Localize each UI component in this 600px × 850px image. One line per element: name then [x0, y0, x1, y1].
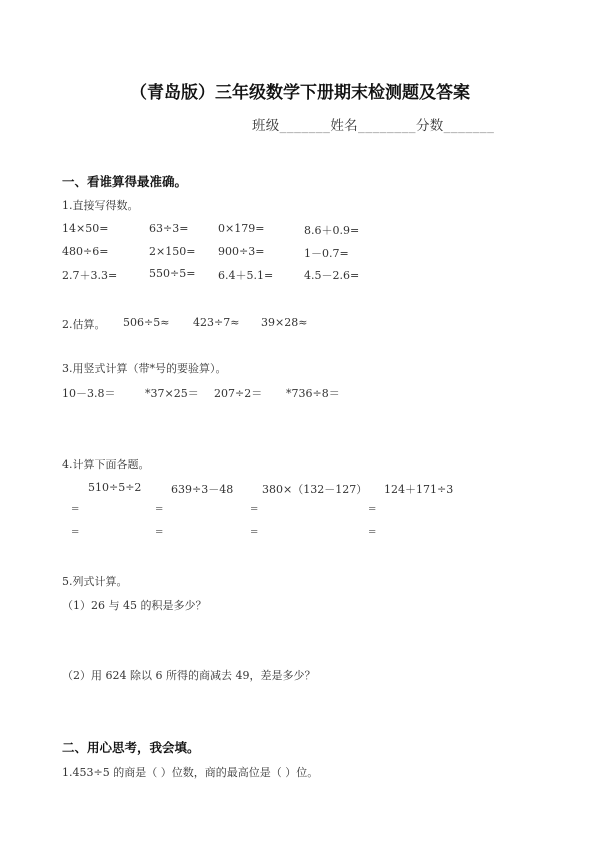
q3-item: *37×25＝: [145, 387, 199, 400]
q2-item: 423÷7≈: [193, 316, 240, 329]
student-info-line: [252, 114, 494, 134]
equals-sign: =: [250, 504, 259, 515]
equals-sign: =: [250, 527, 259, 538]
q1-item: 2×150=: [149, 245, 196, 258]
q4-item: 510÷5÷2: [88, 481, 142, 494]
q1-item: 2.7＋3.3=: [62, 269, 118, 282]
q1-item: 480÷6=: [62, 245, 109, 258]
q5-sub2: （2）用 624 除以 6 所得的商减去 49，差是多少？: [62, 669, 316, 682]
q1-item: 4.5－2.6=: [304, 269, 360, 282]
document-title: （青岛版）三年级数学下册期末检测题及答案: [130, 83, 470, 103]
q4-label: 4.计算下面各题。: [62, 458, 150, 471]
q4-item: 639÷3－48: [171, 483, 234, 496]
name-blank: ________: [357, 118, 416, 134]
s2-q1: 1.453÷5 的商是（ ）位数，商的最高位是（ ）位。: [62, 766, 319, 779]
equals-sign: =: [71, 527, 80, 538]
q5-label: 5.列式计算。: [62, 575, 128, 588]
q1-item: 0×179=: [218, 222, 265, 235]
class-label: 班级: [252, 118, 280, 134]
equals-sign: =: [155, 527, 164, 538]
q1-item: 8.6＋0.9=: [304, 224, 360, 237]
name-label: 姓名: [330, 118, 358, 134]
q1-item: 63÷3=: [149, 222, 189, 235]
q1-item: 14×50=: [62, 222, 109, 235]
equals-sign: =: [155, 504, 164, 515]
q3-label: 3.用竖式计算（带*号的要验算）。: [62, 362, 227, 375]
q3-item: *736÷8＝: [286, 387, 340, 400]
q4-item: 380×（132－127）: [262, 483, 368, 496]
q2-label: 2.估算。: [62, 318, 106, 331]
score-blank: _______: [443, 118, 495, 134]
q1-item: 1－0.7=: [304, 247, 349, 260]
q3-item: 10－3.8＝: [62, 387, 116, 400]
q2-item: 506÷5≈: [123, 316, 170, 329]
q4-item: 124＋171÷3: [384, 483, 454, 496]
q3-item: 207÷2＝: [214, 387, 263, 400]
equals-sign: =: [368, 527, 377, 538]
q1-item: 6.4＋5.1=: [218, 269, 274, 282]
score-label: 分数: [415, 118, 444, 134]
q5-sub1: （1）26 与 45 的积是多少？: [62, 599, 207, 612]
class-blank: _______: [279, 118, 331, 134]
q1-label: 1.直接写得数。: [62, 199, 139, 212]
equals-sign: =: [71, 504, 80, 515]
equals-sign: =: [368, 504, 377, 515]
q1-item: 550÷5=: [149, 267, 196, 280]
q2-item: 39×28≈: [261, 316, 308, 329]
q1-item: 900÷3=: [218, 245, 265, 258]
section-1-heading: 一、看谁算得最准确。: [62, 174, 188, 189]
section-2-heading: 二、用心思考，我会填。: [62, 740, 200, 755]
